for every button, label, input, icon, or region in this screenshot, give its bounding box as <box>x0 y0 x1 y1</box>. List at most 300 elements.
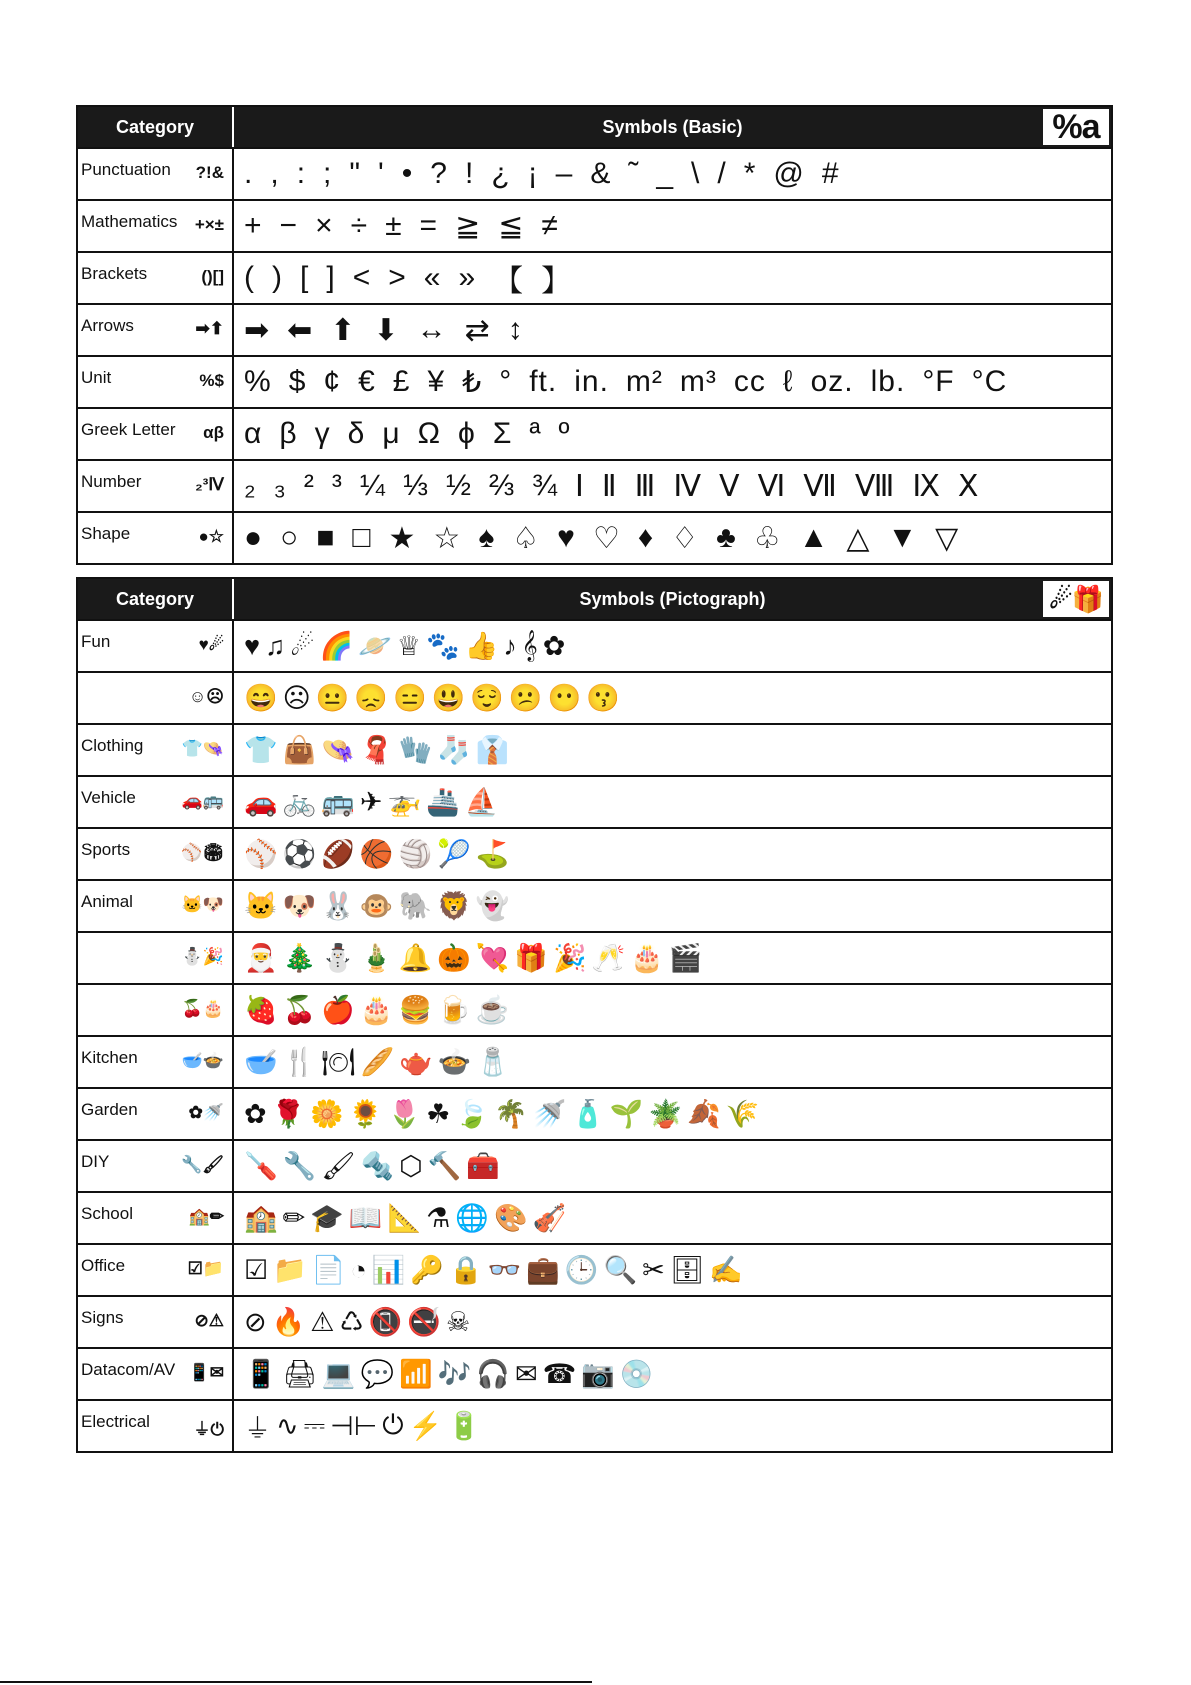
symbol[interactable]: ! <box>464 157 475 190</box>
symbol[interactable]: ↔ <box>416 313 448 346</box>
category-header: Category <box>78 107 234 147</box>
symbol[interactable]: 🎨 <box>493 1203 528 1233</box>
category-label: Punctuation <box>81 160 171 179</box>
symbol[interactable]: ■ <box>316 521 336 554</box>
table-row <box>78 251 1111 303</box>
symbol[interactable]: 📷 <box>581 1359 615 1389</box>
picto-table-header <box>78 579 1111 619</box>
symbol[interactable]: ½ <box>445 469 472 502</box>
category-label: Garden <box>81 1100 138 1119</box>
symbol[interactable]: ≦ <box>498 209 525 243</box>
category-icon: %$ <box>199 371 224 390</box>
symbol[interactable]: € <box>358 365 376 398</box>
symbol[interactable]: 🔋 <box>447 1411 481 1441</box>
symbol[interactable]: ○ <box>280 521 300 554</box>
symbol[interactable]: 📁 <box>273 1255 307 1285</box>
symbol[interactable]: ☕ <box>475 995 510 1025</box>
symbol[interactable]: ⊣⊢ <box>330 1410 378 1441</box>
symbol[interactable]: 🌾 <box>725 1099 760 1129</box>
symbol[interactable]: 👓 <box>487 1255 522 1285</box>
symbol[interactable]: °F <box>922 365 955 398</box>
symbols-cell <box>234 777 1111 827</box>
symbol[interactable]: 👕 <box>244 735 278 765</box>
category-cell <box>78 1141 234 1191</box>
symbol[interactable]: 🎂 <box>630 943 664 973</box>
symbol[interactable]: 🎧 <box>476 1359 511 1389</box>
symbol[interactable]: ⅔ <box>488 469 515 502</box>
symbol[interactable]: ⅓ <box>402 469 429 502</box>
symbol[interactable]: 🌈 <box>319 631 354 661</box>
symbol[interactable]: 🚁 <box>387 787 422 817</box>
symbol[interactable]: 🎓 <box>310 1203 344 1233</box>
symbols-cell <box>234 253 1111 303</box>
symbol[interactable]: ¾ <box>532 469 559 502</box>
symbol[interactable]: 😌 <box>470 683 504 713</box>
symbol[interactable]: ♢ <box>671 521 700 555</box>
symbol[interactable]: 🌼 <box>310 1099 344 1129</box>
symbols-cell <box>234 1193 1111 1243</box>
symbol[interactable]: m³ <box>679 365 717 398</box>
symbols-cell <box>234 305 1111 355</box>
symbol[interactable]: 👜 <box>282 735 317 765</box>
symbol[interactable]: °C <box>971 365 1008 398</box>
symbol[interactable]: 🌻 <box>348 1099 383 1129</box>
category-cell <box>78 621 234 671</box>
symbol[interactable]: 🦁 <box>437 891 471 921</box>
symbol[interactable]: ▽ <box>935 521 960 555</box>
symbol[interactable]: 🎃 <box>437 943 471 973</box>
symbol[interactable]: ₃ <box>273 469 287 502</box>
symbol[interactable]: ) <box>272 261 283 294</box>
symbol[interactable]: 📖 <box>348 1203 383 1233</box>
symbol[interactable]: ÷ <box>350 209 369 242</box>
symbol[interactable]: ⚠ <box>310 1306 335 1337</box>
symbol[interactable]: ( <box>244 261 255 294</box>
symbol[interactable]: 🔔 <box>398 943 433 973</box>
category-icon: ₂³Ⅳ <box>195 475 224 494</box>
symbol[interactable]: 🥂 <box>591 943 626 973</box>
symbol[interactable]: Ⅹ <box>957 469 980 503</box>
symbol[interactable]: ⛄ <box>321 943 355 973</box>
symbol[interactable]: 🐘 <box>398 891 433 921</box>
symbol[interactable]: = <box>419 209 439 242</box>
symbol[interactable]: < <box>352 261 372 294</box>
symbol[interactable]: 📵 <box>368 1307 403 1337</box>
symbol[interactable]: 😕 <box>508 683 543 713</box>
table-row <box>78 459 1111 511</box>
symbol[interactable]: / <box>717 157 727 190</box>
symbol[interactable]: 🌴 <box>493 1099 528 1129</box>
symbol[interactable]: ⊘ <box>244 1306 267 1337</box>
symbol[interactable]: ; <box>323 157 333 190</box>
table-row <box>78 619 1111 671</box>
symbol[interactable]: 📶 <box>399 1359 433 1389</box>
category-cell <box>78 409 234 459</box>
symbol[interactable]: 😗 <box>586 683 620 713</box>
symbol[interactable]: □ <box>352 521 372 554</box>
symbol[interactable]: ª <box>529 417 542 450</box>
symbol[interactable]: 🪛 <box>244 1151 278 1181</box>
symbol[interactable]: Ω <box>417 417 442 450</box>
symbol[interactable]: ♡ <box>592 521 621 555</box>
symbol[interactable]: 🖨 <box>282 1359 317 1389</box>
symbol[interactable]: ' <box>378 157 385 190</box>
symbol[interactable]: 🎅 <box>244 943 278 973</box>
symbol[interactable]: ² <box>303 469 315 502</box>
symbol[interactable]: cc <box>733 365 766 398</box>
symbol[interactable]: α <box>244 417 263 450</box>
category-cell <box>78 357 234 407</box>
symbol[interactable]: ★ <box>388 521 417 555</box>
symbol[interactable]: 🫖 <box>399 1047 433 1077</box>
symbol[interactable]: 𝄞 <box>521 630 538 660</box>
symbol[interactable]: 🍴 <box>282 1047 317 1077</box>
symbol[interactable]: ? <box>430 157 448 190</box>
symbol[interactable]: lb. <box>870 365 906 398</box>
symbol[interactable]: ⬅ <box>287 313 314 347</box>
symbol[interactable]: 🌹 <box>271 1099 306 1129</box>
symbol[interactable]: 🪴 <box>648 1099 683 1129</box>
symbol[interactable]: 🗄 <box>669 1255 705 1285</box>
symbol[interactable]: 🔒 <box>449 1255 483 1285</box>
symbol[interactable]: ≧ <box>455 209 482 243</box>
symbol[interactable]: γ <box>314 417 331 450</box>
symbol[interactable]: 💻 <box>321 1359 356 1389</box>
symbol[interactable]: ⛳ <box>475 839 510 869</box>
symbol[interactable]: ⚡ <box>408 1411 443 1441</box>
symbol[interactable]: ➡ <box>244 313 271 347</box>
symbol[interactable]: « <box>423 261 442 294</box>
symbol[interactable]: 🍺 <box>437 995 471 1025</box>
symbol[interactable]: ⬆ <box>330 313 357 347</box>
category-icon: αβ <box>203 423 224 442</box>
symbol[interactable]: 🔑 <box>410 1255 445 1285</box>
symbol[interactable]: 🪐 <box>358 631 392 661</box>
symbol[interactable]: 🧰 <box>466 1151 500 1181</box>
symbol[interactable]: 👻 <box>475 891 510 921</box>
symbol[interactable]: » <box>458 261 477 294</box>
symbol[interactable]: − <box>279 209 299 242</box>
symbol[interactable]: 🎾 <box>437 839 471 869</box>
symbol[interactable]: 🍲 <box>437 1047 472 1077</box>
category-label: Greek Letter <box>81 420 176 439</box>
symbol[interactable]: ft. <box>529 365 558 398</box>
symbol[interactable]: Σ <box>492 417 513 450</box>
symbol[interactable]: ♕ <box>396 630 421 661</box>
symbol[interactable]: ° <box>499 365 513 398</box>
symbols-cell <box>234 409 1111 459</box>
symbol[interactable]: ✉ <box>515 1358 538 1389</box>
symbol[interactable]: 🔥 <box>271 1307 306 1337</box>
symbol[interactable]: Ⅲ <box>634 469 657 503</box>
symbol[interactable]: ⚽ <box>282 839 317 869</box>
symbol[interactable]: 🧴 <box>571 1099 605 1129</box>
category-label: School <box>81 1204 133 1223</box>
table-row <box>78 1399 1111 1451</box>
symbol[interactable]: ♪ <box>503 630 517 661</box>
symbol[interactable]: & <box>590 157 612 190</box>
symbol[interactable]: 😶 <box>547 683 582 713</box>
symbol[interactable]: 🧂 <box>476 1047 511 1077</box>
category-cell <box>78 1349 234 1399</box>
category-icon: ●☆ <box>198 527 224 546</box>
symbol[interactable]: ✿ <box>244 1098 267 1129</box>
symbol[interactable]: 🚲 <box>282 787 317 817</box>
symbol[interactable]: • <box>401 157 414 190</box>
symbol[interactable]: ♺ <box>339 1306 364 1337</box>
symbol[interactable]: . <box>244 157 254 190</box>
symbol[interactable]: ¢ <box>323 365 342 398</box>
symbol[interactable]: 🏀 <box>359 839 394 869</box>
symbol[interactable]: ♤ <box>512 521 541 555</box>
symbol[interactable]: ¼ <box>359 469 386 502</box>
pictograph-symbols-table <box>76 577 1113 1453</box>
symbol[interactable]: [ <box>300 261 310 294</box>
symbol[interactable]: in. <box>574 365 609 398</box>
symbol[interactable]: ¥ <box>427 365 446 398</box>
symbol[interactable]: 💿 <box>619 1359 654 1389</box>
symbol[interactable]: ♥ <box>557 521 576 554</box>
symbol[interactable]: 😐 <box>315 683 350 713</box>
symbol[interactable]: : <box>296 157 307 190</box>
symbol[interactable]: 🚿 <box>532 1099 567 1129</box>
symbol[interactable]: ⇄ <box>464 313 491 347</box>
symbol[interactable]: 🔍 <box>603 1255 638 1285</box>
category-icon: ()[] <box>201 267 224 286</box>
symbol[interactable]: ϕ <box>458 417 476 450</box>
symbol[interactable]: 🌐 <box>455 1203 489 1233</box>
symbol[interactable]: ☄ <box>290 630 315 661</box>
symbol[interactable]: 👍 <box>464 631 499 661</box>
symbol[interactable]: ] <box>326 261 336 294</box>
basic-symbols-table <box>76 105 1113 565</box>
symbol[interactable]: 👔 <box>475 735 510 765</box>
symbol[interactable]: 😑 <box>393 683 427 713</box>
symbol[interactable]: º <box>558 417 571 450</box>
category-label: Animal <box>81 892 133 911</box>
symbol[interactable]: 🏈 <box>321 839 355 869</box>
symbol[interactable]: 🎉 <box>553 943 587 973</box>
symbol[interactable]: 🎻 <box>532 1203 567 1233</box>
symbol[interactable]: ✿ <box>542 630 566 661</box>
symbol[interactable]: 🚭 <box>407 1307 441 1337</box>
category-cell <box>78 985 234 1035</box>
table-row <box>78 827 1111 879</box>
symbol[interactable]: ✍ <box>709 1255 743 1285</box>
category-icon: 🔧🖌 <box>181 1155 224 1174</box>
symbol[interactable]: ☑ <box>244 1254 269 1285</box>
symbol[interactable]: ℓ <box>782 365 794 398</box>
symbol[interactable]: 🏫 <box>244 1203 278 1233</box>
symbol[interactable]: 💘 <box>475 943 510 973</box>
symbol[interactable]: 】 <box>541 265 573 298</box>
symbol[interactable]: ◔ <box>350 1254 367 1285</box>
symbol[interactable]: ☹ <box>282 682 311 713</box>
symbol[interactable]: 🍓 <box>244 995 278 1025</box>
symbol[interactable]: > <box>388 261 407 294</box>
symbol[interactable]: 🐶 <box>282 891 317 921</box>
symbol[interactable]: × <box>315 209 334 242</box>
symbol[interactable]: ≠ <box>541 209 559 242</box>
symbol[interactable]: 📱 <box>244 1359 278 1389</box>
symbol[interactable]: ⎓ <box>303 1410 326 1440</box>
category-cell <box>78 881 234 931</box>
symbol[interactable]: ˜ <box>628 157 640 190</box>
symbol[interactable]: 🎄 <box>282 943 317 973</box>
symbol[interactable]: Ⅱ <box>601 469 618 503</box>
symbol[interactable]: ⬇ <box>373 313 400 347</box>
symbol[interactable]: ♥ <box>244 630 261 661</box>
symbol[interactable]: ✈ <box>359 786 383 817</box>
symbol[interactable]: 🚌 <box>321 787 355 817</box>
symbol[interactable]: ⏻ <box>382 1410 404 1440</box>
symbol[interactable]: # <box>821 157 840 190</box>
symbol[interactable]: ☆ <box>433 521 462 555</box>
symbol[interactable]: + <box>244 209 263 242</box>
symbols-cell <box>234 461 1111 511</box>
symbol[interactable]: ⬡ <box>399 1150 423 1181</box>
symbol[interactable]: ⚾ <box>244 839 278 869</box>
symbol[interactable]: Ⅳ <box>673 469 703 503</box>
symbol[interactable]: 🍂 <box>687 1099 721 1129</box>
symbol[interactable]: – <box>555 157 574 190</box>
symbol[interactable]: 🎶 <box>437 1359 472 1389</box>
category-icon: ➡⬆ <box>195 319 224 338</box>
symbol[interactable]: 🐰 <box>321 891 355 921</box>
symbol[interactable]: ♣ <box>716 521 737 554</box>
symbol[interactable]: Ⅶ <box>803 469 838 503</box>
symbol[interactable]: 🖌 <box>321 1151 356 1181</box>
symbol[interactable]: 🥖 <box>360 1047 395 1077</box>
symbol[interactable]: Ⅷ <box>854 469 896 503</box>
symbol[interactable]: ♧ <box>753 521 782 555</box>
symbol[interactable]: 【 <box>493 265 525 298</box>
symbol[interactable]: Ⅸ <box>912 469 941 503</box>
symbol[interactable]: 🎁 <box>514 943 548 973</box>
table-row <box>78 1035 1111 1087</box>
symbol[interactable]: ♦ <box>637 521 655 554</box>
symbol[interactable]: ♫ <box>265 630 286 661</box>
symbol[interactable]: £ <box>392 365 411 398</box>
symbol[interactable]: 🔧 <box>282 1151 317 1181</box>
category-label: Clothing <box>81 736 144 755</box>
symbols-cell <box>234 1245 1111 1295</box>
symbol[interactable]: ⚗ <box>426 1202 451 1233</box>
symbol[interactable]: 🕒 <box>564 1255 599 1285</box>
symbol[interactable]: $ <box>288 365 307 398</box>
symbol[interactable]: Ⅵ <box>757 469 787 503</box>
symbol[interactable]: ⛵ <box>464 787 499 817</box>
symbol[interactable]: Ⅴ <box>719 469 741 503</box>
symbol[interactable]: @ <box>773 157 805 190</box>
symbol[interactable]: ☘ <box>426 1098 451 1129</box>
symbol[interactable]: 🍃 <box>455 1099 489 1129</box>
symbol[interactable]: 🚢 <box>426 787 460 817</box>
symbol[interactable]: ✂ <box>642 1254 665 1285</box>
symbol[interactable]: 👒 <box>321 735 355 765</box>
symbol[interactable]: Ⅰ <box>575 469 585 503</box>
symbol[interactable]: 🐵 <box>359 891 394 921</box>
symbol[interactable]: 🐾 <box>425 631 460 661</box>
symbol[interactable]: ☎ <box>542 1358 577 1389</box>
category-cell <box>78 1297 234 1347</box>
symbol[interactable]: ₂ <box>244 469 257 502</box>
symbol[interactable]: ● <box>244 521 264 554</box>
symbol[interactable]: 🎂 <box>359 995 394 1025</box>
category-cell <box>78 673 234 723</box>
symbol[interactable]: 📄 <box>311 1255 346 1285</box>
symbol[interactable]: 💼 <box>526 1255 560 1285</box>
symbol[interactable]: oz. <box>810 365 854 398</box>
symbol[interactable]: 😞 <box>354 683 389 713</box>
symbol[interactable]: ∿ <box>276 1410 299 1441</box>
symbol[interactable]: 🥣 <box>244 1047 278 1077</box>
symbol[interactable]: ▲ <box>798 521 830 554</box>
symbol[interactable]: ✏ <box>282 1202 306 1233</box>
symbol[interactable]: 🧤 <box>398 735 433 765</box>
symbol[interactable]: 🏐 <box>398 839 433 869</box>
symbol[interactable]: 🐱 <box>244 891 278 921</box>
symbol[interactable]: 🍒 <box>282 995 317 1025</box>
symbol[interactable]: ↕ <box>507 313 524 346</box>
symbol[interactable]: m² <box>625 365 663 398</box>
category-icon: ⛄🎉 <box>181 947 224 966</box>
symbol[interactable]: 😃 <box>431 683 466 713</box>
symbol[interactable]: ☠ <box>445 1306 471 1337</box>
symbol[interactable]: ♠ <box>478 521 496 554</box>
symbol[interactable]: 🌱 <box>609 1099 644 1129</box>
symbol[interactable]: \ <box>691 157 701 190</box>
basic-table-header <box>78 107 1111 147</box>
symbol[interactable]: 🎍 <box>359 943 394 973</box>
symbol[interactable]: δ <box>347 417 366 450</box>
symbol[interactable]: 🔨 <box>427 1151 462 1181</box>
symbol[interactable]: 🍎 <box>321 995 355 1025</box>
symbol[interactable]: 🍔 <box>398 995 433 1025</box>
symbol[interactable]: 📊 <box>371 1255 406 1285</box>
symbol[interactable]: 🧣 <box>359 735 394 765</box>
symbol[interactable]: 🌷 <box>387 1099 422 1129</box>
symbol[interactable]: μ <box>382 417 401 450</box>
symbol[interactable]: 😄 <box>244 683 278 713</box>
symbol[interactable]: β <box>279 417 298 450</box>
symbol[interactable]: ⏚ <box>244 1413 271 1444</box>
symbol[interactable]: △ <box>846 521 871 555</box>
symbol[interactable]: 📐 <box>387 1203 422 1233</box>
symbol[interactable]: 🍽 <box>321 1047 356 1077</box>
symbol[interactable]: 🚗 <box>244 787 278 817</box>
symbol[interactable]: % <box>244 365 272 398</box>
symbols-cell <box>234 1141 1111 1191</box>
symbol[interactable]: _ <box>656 157 675 190</box>
category-icon: 🥣🍲 <box>181 1051 224 1070</box>
symbol[interactable]: ₺ <box>462 365 483 399</box>
symbol[interactable]: * <box>743 157 757 190</box>
symbol[interactable]: 🔩 <box>360 1151 395 1181</box>
symbol[interactable]: 🧦 <box>437 735 471 765</box>
symbol[interactable]: " <box>349 157 362 190</box>
symbol[interactable]: ± <box>385 209 403 242</box>
symbol[interactable]: 🎬 <box>668 943 703 973</box>
symbol[interactable]: ¡ <box>527 157 539 190</box>
symbol[interactable]: ³ <box>331 469 343 502</box>
symbol[interactable]: ▼ <box>887 521 919 554</box>
symbol[interactable]: ¿ <box>491 157 511 190</box>
symbol[interactable]: 💬 <box>360 1359 395 1389</box>
symbol[interactable]: , <box>270 157 280 190</box>
picto-title: Symbols (Pictograph) <box>579 588 766 609</box>
basic-badge: %a <box>1043 109 1109 145</box>
